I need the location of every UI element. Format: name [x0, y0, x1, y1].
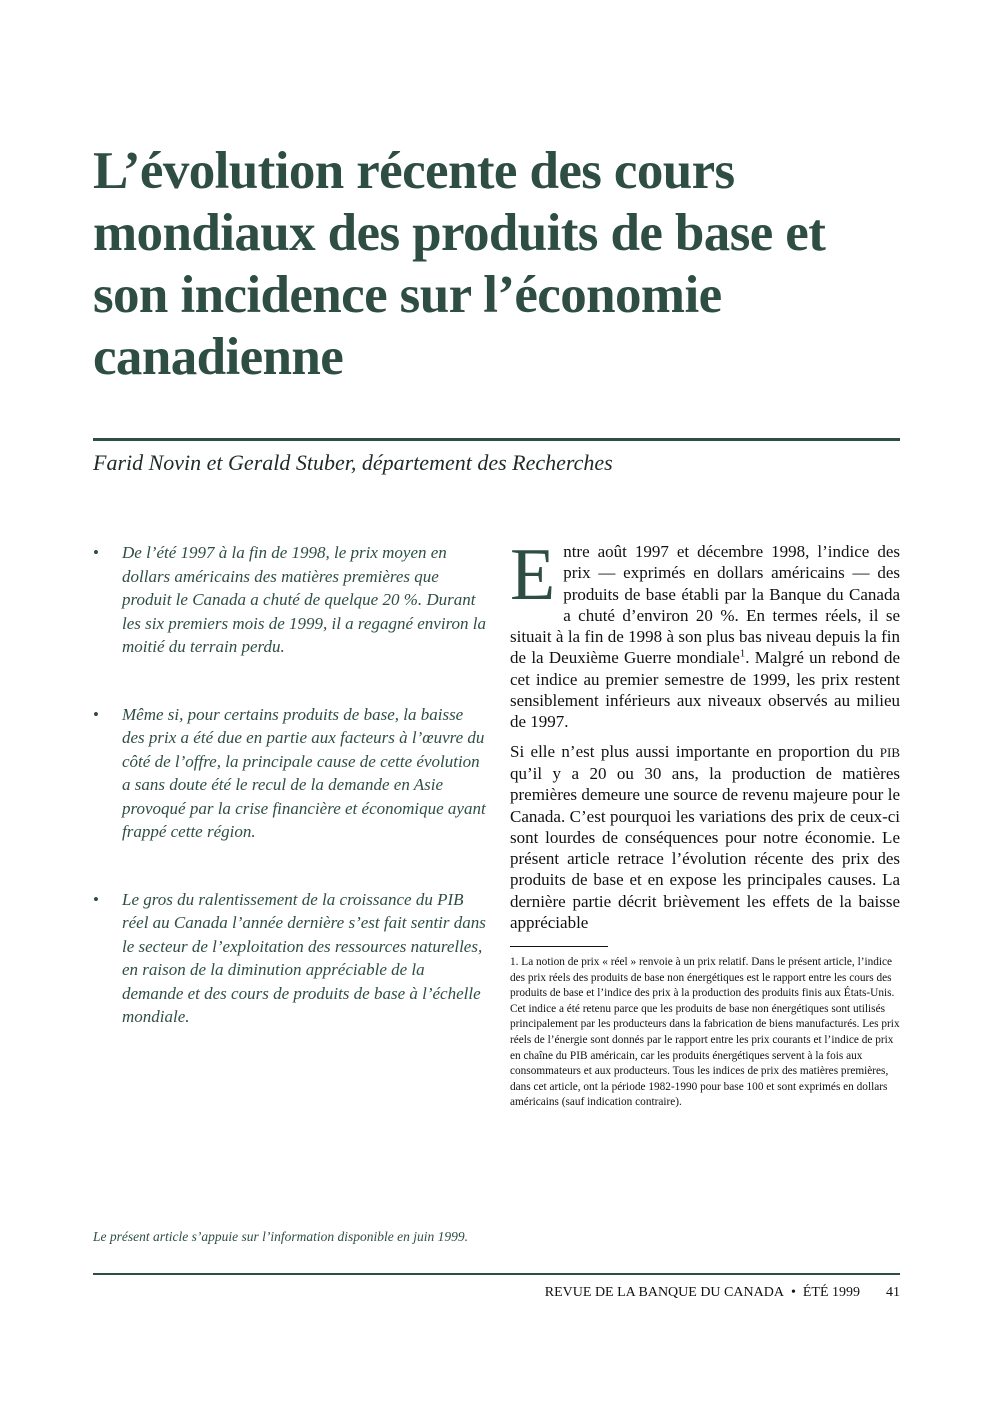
body-text: Si elle n’est plus aussi importante en proportion du: [510, 741, 880, 761]
body-column: [510, 534, 900, 941]
journal-name: REVUE DE LA BANQUE DU CANADA: [544, 1285, 784, 1300]
bullet-separator: •: [790, 1285, 796, 1300]
body-text: qu’il y a 20 ou 30 ans, la production de matières premières demeure une source de revenu majeure pour le Canada. C’est pourquoi les variations des prix de ceux-ci sont lourdes de conséquences pour notre économie. Le présent article retrace l’évolution récente des prix des produits de base et en expose les principales causes. La dernière partie décrit brièvement les effets de la baisse appréciable: [510, 763, 900, 933]
body-text: ntre août 1997 et décembre 1998, l’indice des prix — exprimés en dollars américains — des produits de base établi par la Banque du Canada a chuté d’environ 20 %. En termes réels, il se situait à la fin de 1998 à son plus bas niveau depuis la fin de la Deuxième Guerre mondiale: [510, 542, 900, 668]
footnote-reference[interactable]: 1: [739, 647, 746, 660]
acronym-pib: PIB: [879, 744, 900, 760]
summary-item-text: Le gros du ralentissement de la croissance du PIB réel au Canada l’année dernière s’est fait sentir dans le secteur de l’exploitation des ressources naturelles, en raison de la diminution appréciable de la demande et des cours de produits de base à l’échelle mondiale.: [122, 889, 486, 1026]
summary-item: [93, 541, 488, 659]
drop-cap: E: [510, 534, 556, 616]
page-footer: [93, 1285, 900, 1301]
issue-label: ÉTÉ 1999: [802, 1285, 860, 1300]
byline: Farid Novin et Gerald Stuber, département des Recherches: [93, 450, 613, 475]
summary-item: [93, 703, 488, 844]
body-text: . Malgré un rebond de cet indice au premier semestre de 1999, les prix restent sensiblement inférieurs aux niveaux observés au milieu de 1997.: [510, 648, 900, 732]
summary-item: [93, 888, 488, 1029]
information-note: Le présent article s’appuie sur l’information disponible en juin 1999.: [93, 1229, 468, 1244]
footer-divider: [93, 1273, 900, 1275]
page-number: 41: [886, 1285, 900, 1300]
footnote-divider: [510, 946, 608, 947]
body-paragraph: [510, 534, 900, 733]
bullet-icon: •: [93, 889, 99, 909]
summary-list: [93, 541, 488, 1029]
bullet-icon: •: [93, 543, 99, 562]
body-paragraph: [510, 741, 900, 934]
bullet-icon: •: [93, 704, 99, 724]
summary-item-text: Même si, pour certains produits de base, la baisse des prix a été due en partie aux facteurs à l’œuvre du côté de l’offre, la principale cause de cette évolution a sans doute été le recul de la demande en Asie provoqué par la crise financière et économique ayant frappé cette région.: [122, 704, 486, 841]
title-divider: [93, 438, 900, 441]
footnote: 1. La notion de prix « réel » renvoie à un prix relatif. Dans le présent article, l’indice des prix réels des produits de base non énergétiques est le rapport entre les cours des produits de base et l’indice des prix à la production des produits finis aux États-Unis. Cet indice a été retenu parce que les produits de base non énergétiques sont utilisés principalement par les producteurs dans la fabrication de biens manufacturés. Les prix réels de l’énergie sont donnés par le rapport entre les prix courants et l’indice de prix en chaîne du PIB américain, car les produits énergétiques servent à la fois aux consommateurs et aux producteurs. Tous les indices de prix des matières premières, dans cet article, ont la période 1982-1990 pour base 100 et sont exprimés en dollars américains (sauf indication contraire).: [510, 956, 900, 1109]
summary-item-text: De l’été 1997 à la fin de 1998, le prix moyen en dollars américains des matières premières que produit le Canada a chuté de quelque 20 %. Durant les six premiers mois de 1999, il a regagné environ la moitié du terrain perdu.: [122, 543, 487, 656]
article-title: L’évolution récente des cours mondiaux des produits de base et son incidence sur l’économie canadienne: [93, 142, 826, 386]
